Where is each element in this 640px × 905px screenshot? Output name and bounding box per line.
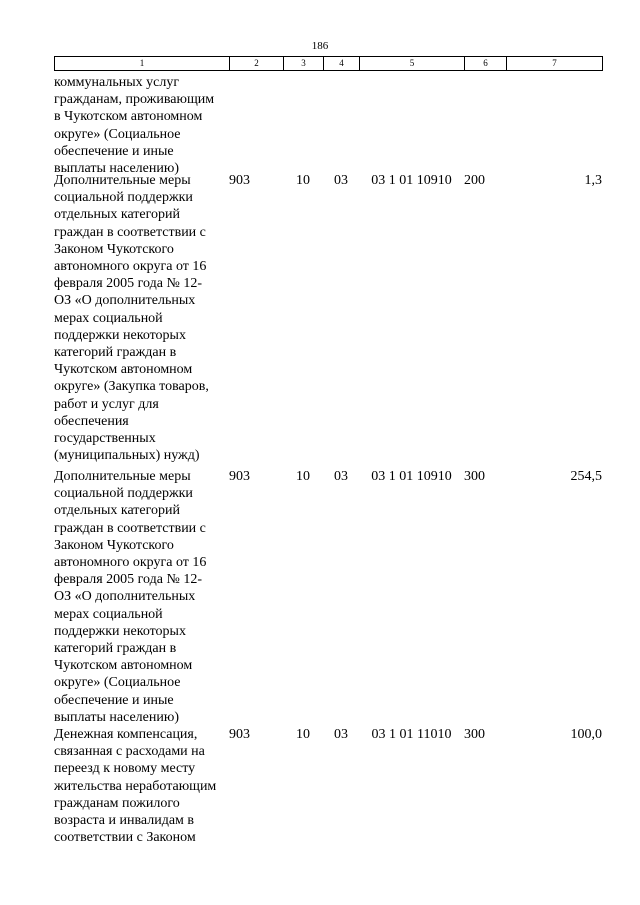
row-description: Денежная компенсация, связанная с расходами на переезд к новому месту жительства неработающим гражданам пожилого возраста и инвалидам в соответствии с Законом	[54, 727, 217, 846]
expense-type-code: 300	[464, 469, 485, 484]
row-description: коммунальных услуг гражданам, проживающим в Чукотском автономном округе» (Социальное обеспечение и иные выплаты населению)	[54, 75, 215, 177]
table-row	[54, 726, 602, 846]
ministry-code: 903	[229, 469, 250, 484]
ministry-code: 903	[229, 727, 250, 742]
section-code: 10	[296, 469, 310, 484]
table-row	[54, 74, 602, 177]
row-description: Дополнительные меры социальной поддержки отдельных категорий граждан в соответствии с Законом Чукотского автономного округа от 16 февраля 2005 года № 12- ОЗ «О дополнительных мерах социальной поддержки некоторых категорий граждан в Чукотском автономном округе» (Социальное обеспечение и иные выплаты населению)	[54, 469, 207, 725]
target-article-code: 03 1 01 10910	[371, 469, 452, 484]
subsection-code: 03	[334, 727, 348, 742]
header-col-7: 7	[507, 57, 603, 71]
target-article-code: 03 1 01 10910	[371, 173, 452, 188]
subsection-code: 03	[334, 173, 348, 188]
section-code: 10	[296, 173, 310, 188]
section-code: 10	[296, 727, 310, 742]
header-col-2: 2	[230, 57, 284, 71]
header-col-6: 6	[465, 57, 507, 71]
amount: 100,0	[570, 727, 602, 742]
target-article-code: 03 1 01 11010	[371, 727, 452, 742]
ministry-code: 903	[229, 173, 250, 188]
page-number: 186	[311, 40, 329, 52]
row-description: Дополнительные меры социальной поддержки отдельных категорий граждан в соответствии с Законом Чукотского автономного округа от 16 февраля 2005 года № 12- ОЗ «О дополнительных мерах социальной поддержки некоторых категорий граждан в Чукотском автономном округе» (Закупка товаров, работ и услуг для обеспечения государственных (муниципальных) нужд)	[54, 173, 209, 464]
amount: 1,3	[584, 173, 602, 188]
table-body	[54, 74, 602, 846]
expense-type-code: 300	[464, 727, 485, 742]
table-row	[54, 468, 602, 726]
column-number-header	[54, 56, 603, 71]
header-col-5: 5	[360, 57, 465, 71]
amount: 254,5	[570, 469, 602, 484]
subsection-code: 03	[334, 469, 348, 484]
header-col-1: 1	[55, 57, 230, 71]
header-row	[55, 57, 603, 71]
table-row	[54, 172, 602, 468]
header-col-3: 3	[284, 57, 324, 71]
header-col-4: 4	[324, 57, 360, 71]
expense-type-code: 200	[464, 173, 485, 188]
